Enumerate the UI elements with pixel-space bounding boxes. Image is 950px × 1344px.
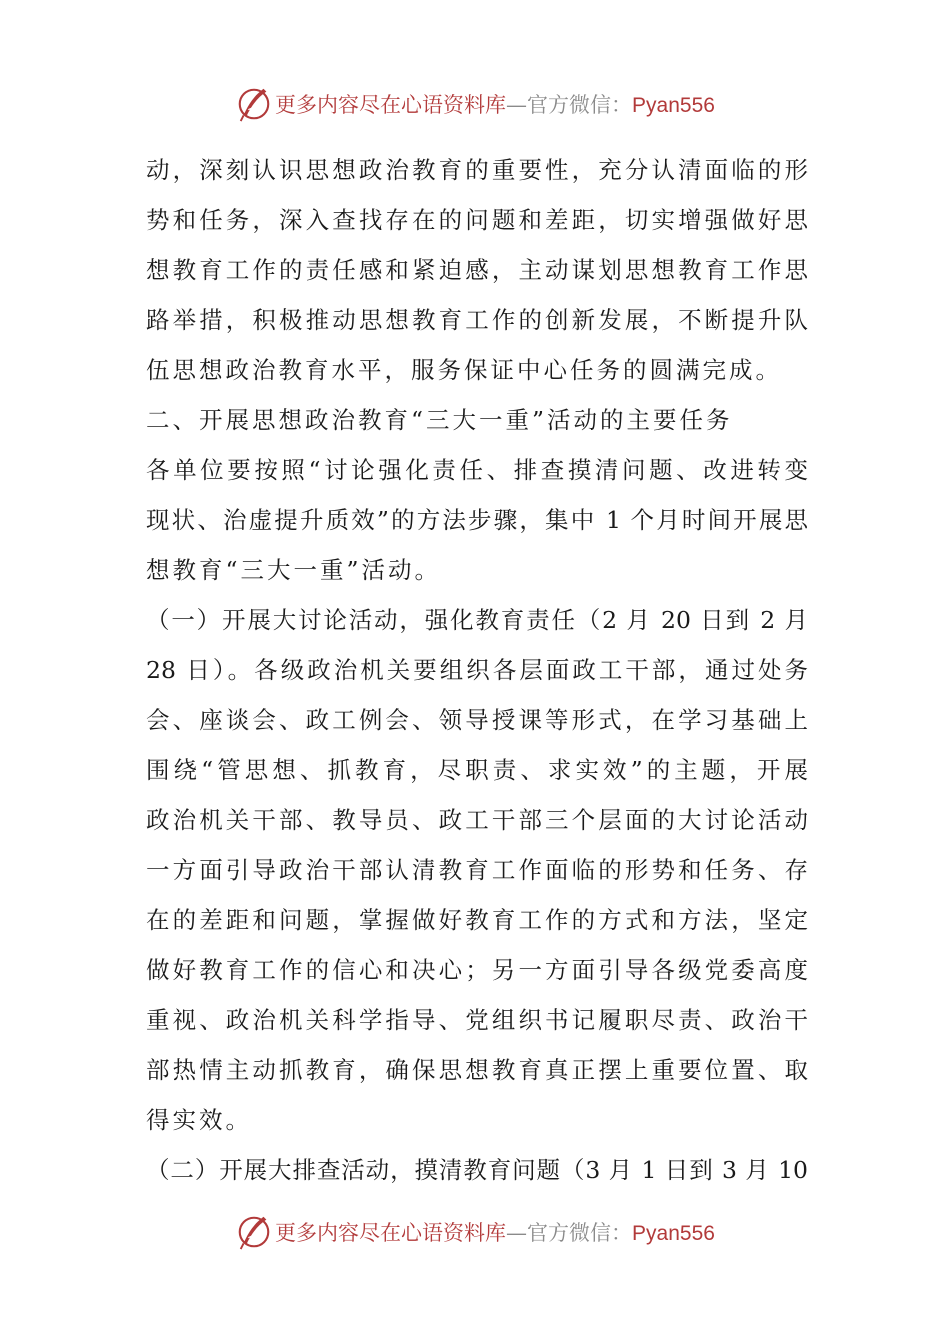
- banner-text: 更多内容尽在心语资料库—官方微信：Pyan556: [275, 93, 715, 117]
- text-line: 28 日）。各级政治机关要组织各层面政工干部，通过处务: [146, 656, 808, 684]
- text-line: 动，深刻认识思想政治教育的重要性，充分认清面临的形: [146, 156, 808, 184]
- text-line: 一方面引导政治干部认清教育工作面临的形势和任务、存: [146, 856, 808, 884]
- footer-banner: [0, 1212, 950, 1252]
- text-line: 在的差距和问题，掌握做好教育工作的方式和方法，坚定: [146, 906, 808, 934]
- text-line: 伍思想政治教育水平，服务保证中心任务的圆满完成。: [146, 356, 782, 384]
- text-line: 势和任务，深入查找存在的问题和差距，切实增强做好思: [146, 206, 808, 234]
- text-line: 想教育工作的责任感和紧迫感，主动谋划思想教育工作思: [146, 256, 808, 284]
- text-line: 会、座谈会、政工例会、领导授课等形式，在学习基础上: [146, 706, 808, 734]
- quill-pen-logo-icon: [235, 1213, 273, 1251]
- header-banner: [0, 84, 950, 124]
- section-heading: 二、开展思想政治教育“三大一重”活动的主要任务: [146, 406, 733, 434]
- text-line: 各单位要按照“讨论强化责任、排查摸清问题、改进转变: [146, 456, 808, 484]
- text-line: 得实效。: [146, 1106, 252, 1134]
- quill-pen-logo-icon: [235, 85, 273, 123]
- text-line: 想教育“三大一重”活动。: [146, 556, 442, 584]
- text-line: 重视、政治机关科学指导、党组织书记履职尽责、政治干: [146, 1006, 808, 1034]
- text-line: 部热情主动抓教育，确保思想教育真正摆上重要位置、取: [146, 1056, 808, 1084]
- document-body: [146, 148, 808, 1198]
- text-line: 现状、治虚提升质效”的方法步骤，集中 1 个月时间开展思: [146, 506, 808, 534]
- banner-text: 更多内容尽在心语资料库—官方微信：Pyan556: [275, 1221, 715, 1245]
- text-line: 围绕“管思想、抓教育，尽职责、求实效”的主题，开展: [146, 756, 808, 784]
- subsection-heading: （一）开展大讨论活动，强化教育责任（2 月 20 日到 2 月: [146, 606, 808, 634]
- text-line: 政治机关干部、教导员、政工干部三个层面的大讨论活动: [146, 806, 808, 834]
- subsection-heading: （二）开展大排查活动，摸清教育问题（3 月 1 日到 3 月 10: [146, 1156, 808, 1184]
- text-line: 路举措，积极推动思想教育工作的创新发展，不断提升队: [146, 306, 808, 334]
- text-line: 做好教育工作的信心和决心；另一方面引导各级党委高度: [146, 956, 808, 984]
